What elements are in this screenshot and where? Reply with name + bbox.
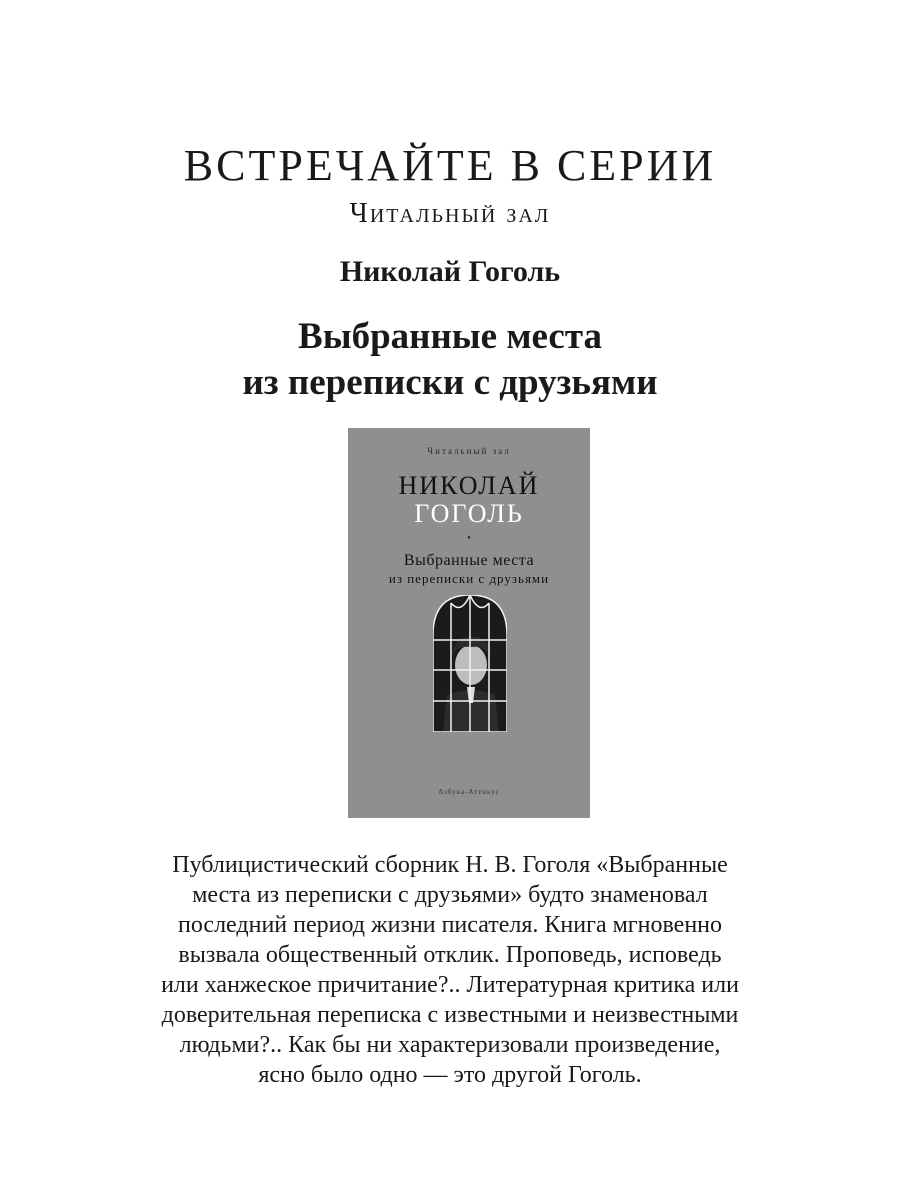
cover-author-last: ГОГОЛЬ xyxy=(414,499,524,528)
gothic-window-portrait-icon xyxy=(433,595,507,732)
annotation-line: последний период жизни писателя. Книга мгновенно xyxy=(177,912,723,938)
cover-title-line-2: из переписки с друзьями xyxy=(388,571,550,586)
book-title-line-2: из переписки с друзьями xyxy=(242,362,658,403)
cover-author-first: НИКОЛАЙ xyxy=(398,471,540,500)
annotation-line: людьми?.. Как бы ни характеризовали произведение, xyxy=(179,1032,721,1058)
annotation-line: доверительная переписка с известными и неизвестными xyxy=(161,1002,739,1028)
annotation-line: или ханжеское причитание?.. Литературная критика или xyxy=(161,972,739,998)
series-name: Читальный зал xyxy=(349,198,551,229)
book-cover-image xyxy=(348,428,590,818)
series-heading: ВСТРЕЧАЙТЕ В СЕРИИ xyxy=(183,141,717,190)
cover-ornament: • xyxy=(467,533,471,544)
book-title-line-1: Выбранные места xyxy=(298,316,602,357)
annotation-line: вызвала общественный отклик. Проповедь, исповедь xyxy=(178,942,722,968)
annotation-text xyxy=(160,850,740,1090)
annotation-line: места из переписки с друзьями» будто знаменовал xyxy=(192,882,708,908)
cover-title-line-1: Выбранные места xyxy=(403,552,535,569)
cover-series: Читальный зал xyxy=(427,446,511,456)
annotation-line: Публицистический сборник Н. В. Гоголя «Выбранные xyxy=(172,852,728,878)
book-author: Николай Гоголь xyxy=(339,255,561,288)
book-title xyxy=(0,314,900,406)
annotation-line: ясно было одно — это другой Гоголь. xyxy=(258,1062,642,1088)
cover-publisher: Азбука-Аттикус xyxy=(438,788,500,796)
